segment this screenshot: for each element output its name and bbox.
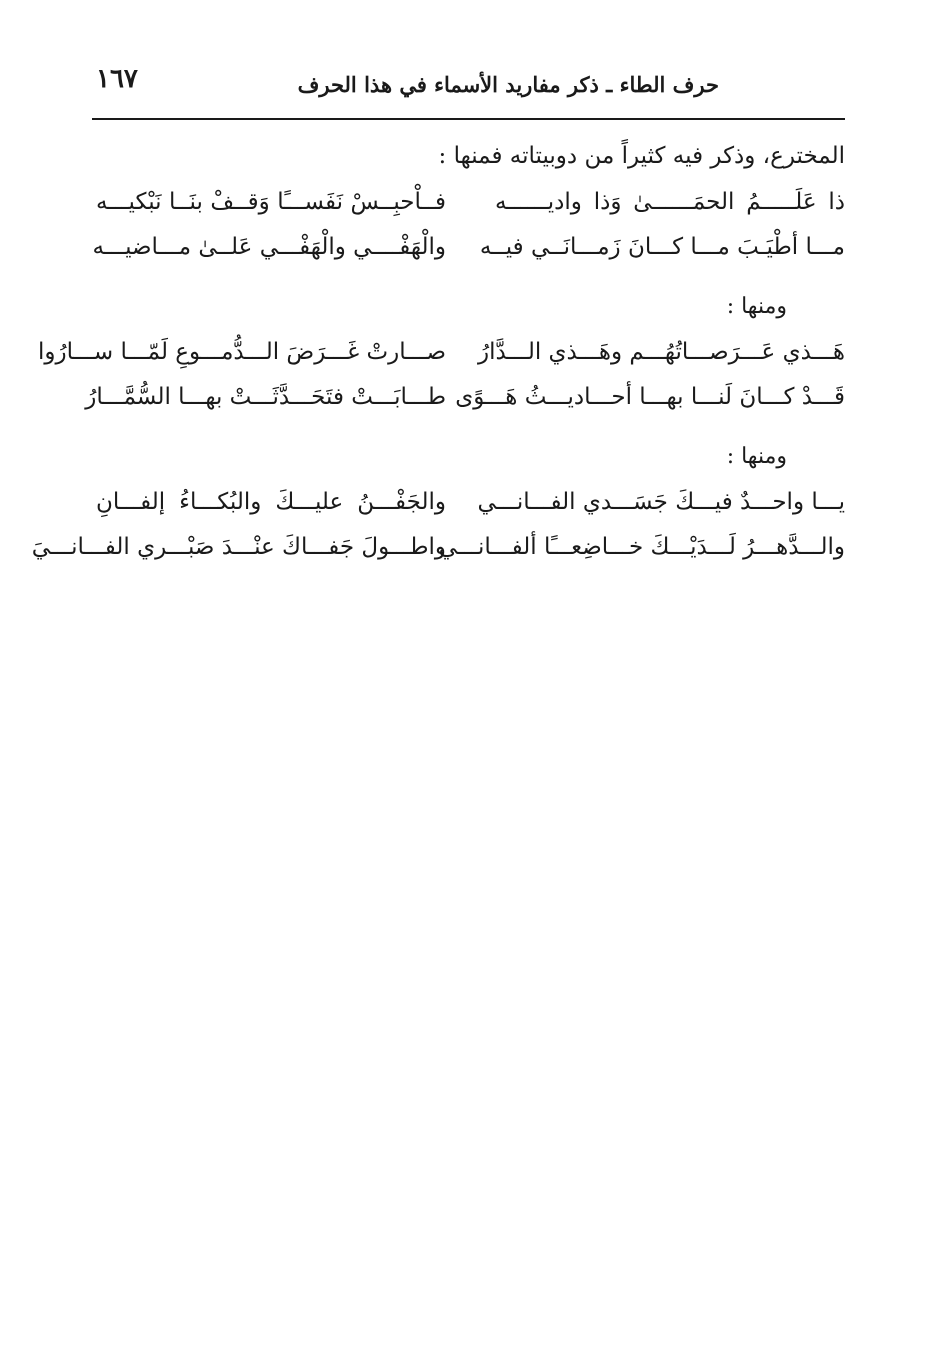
verse-first-hemistich: قَـــدْ كـــانَ لَنـــا بهـــا أحـــاديـــثُ هَـــوًى (455, 384, 845, 410)
stanza-label: ومنها : (726, 294, 787, 319)
verse-second-hemistich: صـــارتْ غَـــرَضَ الـــدُّمـــوعِ لَمّـــا ســـارُوا (38, 339, 446, 365)
verse-second-hemistich: فــاْحبِــسْ نَفَســـًا وَقــفْ بنَــا نَبْكيـــه (96, 189, 446, 215)
poem-stanza (31, 480, 845, 570)
page-number: ١٦٧ (96, 64, 138, 94)
verse-first-hemistich: يـــا واحـــدٌ فيـــكَ جَسَـــدي الفـــانـــي (477, 489, 845, 515)
verse-line (96, 480, 845, 525)
verse-line (96, 180, 845, 225)
page-header (92, 62, 845, 120)
verse-first-hemistich: ذا عَلَـــــمُ الحمَــــــىٰ وَذا واديــــــه (495, 189, 845, 215)
verse-line (85, 375, 845, 420)
verse-first-hemistich: مـــا أطْيَـبَ مـــا كـــانَ زَمـــانَــي فيــه (479, 234, 845, 260)
verse-first-hemistich: والـــدَّهـــرُ لَـــدَيْـــكَ خـــاضِعـــًا ألفـــانـــي (438, 534, 845, 560)
verse-line (38, 330, 845, 375)
running-title: حرف الطاء ـ ذكر مفاريد الأسماء في هذا الحرف (297, 72, 719, 97)
poem-stanza (92, 180, 845, 270)
verse-line (31, 525, 845, 570)
verse-second-hemistich: واطـــولَ جَفـــاكَ عنْـــدَ صَبْـــري الفـــانـــيَ (31, 534, 446, 560)
stanza-label: ومنها : (726, 444, 787, 469)
verse-second-hemistich: والجَفْـــنُ عليـــكَ والبُكـــاءُ إلفـــانِ (96, 489, 446, 515)
poem-stanza (38, 330, 845, 420)
verse-second-hemistich: طـــابَـــتْ فتَحَـــدَّثَـــتْ بهـــا السُّمَّـــارُ (85, 384, 446, 410)
verse-first-hemistich: هَـــذي عَـــرَصـــاتُهُـــم وهَـــذي الـــدَّارُ (478, 339, 845, 365)
verse-line (92, 225, 845, 270)
intro-line: المخترع، وذكر فيه كثيراً من دوبيتاته فمنها : (438, 143, 845, 169)
verse-second-hemistich: والْهَفْــــي والْهَفْـــي عَلــىٰ مـــاضيـــه (92, 234, 446, 260)
page-body (31, 136, 845, 570)
